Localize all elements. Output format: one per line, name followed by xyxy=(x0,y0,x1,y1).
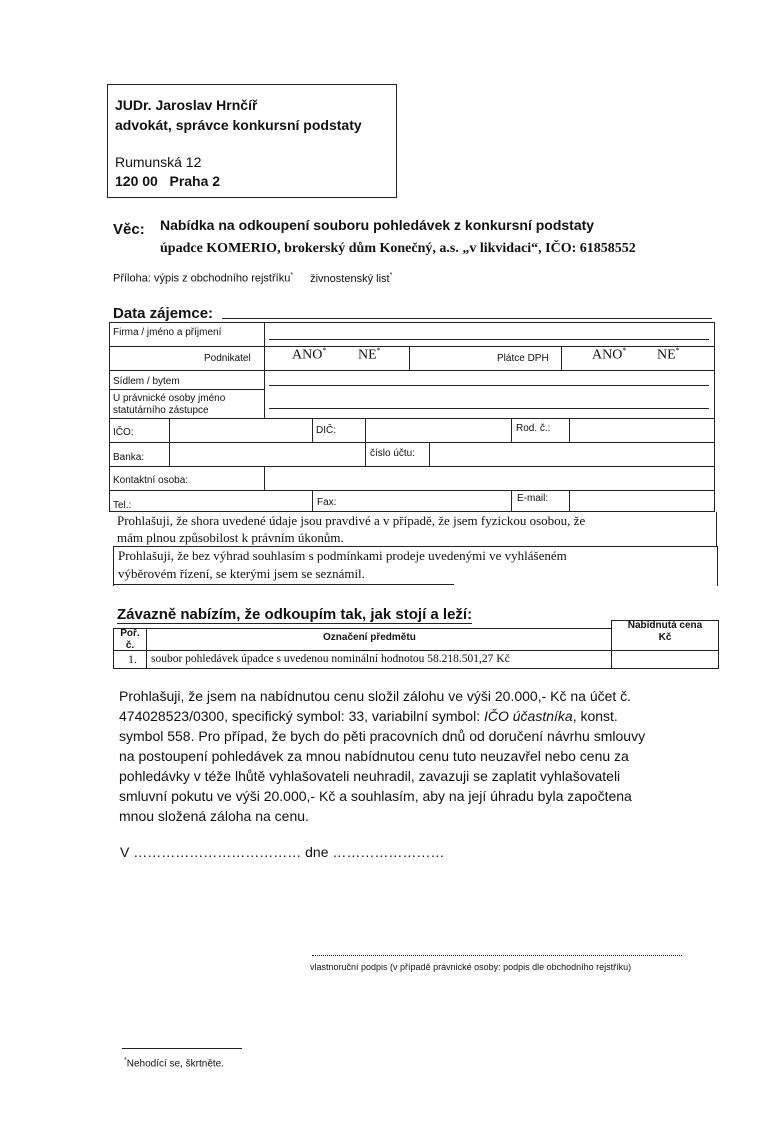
sidlo-field[interactable] xyxy=(269,385,709,386)
footnote-rule xyxy=(122,1048,242,1049)
statement-line3: symbol 558. Pro případ, že bych do pěti pracovních dnů od doručení návrhu smlouvy xyxy=(119,728,646,744)
cislo-uctu-label: číslo účtu: xyxy=(370,448,416,459)
row-divider-4 xyxy=(109,418,715,419)
offer-col2 xyxy=(611,620,612,668)
kontakt-divider xyxy=(264,466,265,490)
place-date-line xyxy=(120,844,444,860)
cislo-uctu-divider xyxy=(429,442,430,466)
statement-line1: Prohlašuji, že jsem na nabídnutou cenu složil zálohu ve výši 20.000,- Kč na účet č. xyxy=(119,688,632,704)
banka-label: Banka: xyxy=(113,452,145,463)
tel-label: Tel.: xyxy=(113,500,132,511)
platce-label: Plátce DPH xyxy=(497,353,549,364)
attachment-label: Příloha: výpis z obchodního rejstříku* živnostenský list* xyxy=(113,272,393,285)
declaration-1 xyxy=(113,512,717,547)
signature-line[interactable] xyxy=(312,955,682,956)
place-field[interactable]: ……………………………… xyxy=(133,844,302,860)
date-field[interactable]: …………………… xyxy=(332,844,445,860)
offer-heading: Závazně nabízím, že odkoupím tak, jak stojí a leží: xyxy=(117,606,473,623)
platce-ne[interactable]: NE* xyxy=(657,346,680,363)
rodc-label: Rod. č.: xyxy=(516,423,551,434)
decl2-line2: výběrovém řízení, se kterými jsem se seznámil. xyxy=(118,566,365,581)
heading-rule xyxy=(222,318,712,319)
decl1-line2: mám plnou způsobilost k právním úkonům. xyxy=(117,530,344,545)
fax-label: Fax: xyxy=(317,497,337,508)
firma-field[interactable] xyxy=(269,326,709,340)
statement-line2: 474028523/0300, specifický symbol: 33, variabilní symbol: IČO účastníka, konst. xyxy=(119,708,618,724)
fax-end xyxy=(511,490,512,512)
row-item-text: soubor pohledávek úpadce s uvedenou nominální hodnotou 58.218.501,27 Kč xyxy=(151,653,510,665)
email-label: E-mail: xyxy=(517,493,549,504)
offer-header-bottom xyxy=(113,650,719,651)
offer-top xyxy=(113,628,611,629)
sender-city: 120 00 Praha 2 xyxy=(115,173,221,189)
row-divider-2 xyxy=(109,370,715,371)
col-por-header: Poř. č. xyxy=(120,628,140,651)
col-cena-header: Nabídnutá cena Kč xyxy=(627,620,703,643)
tel-end xyxy=(312,490,313,512)
subject-title: Nabídka na odkoupení souboru pohledávek z konkursní podstaty xyxy=(160,217,595,233)
statement-line6: smluvní pokutu ve výši 20.000,- Kč a souhlasím, aby na její úhradu byla započtena xyxy=(119,788,632,804)
banka-end xyxy=(365,442,366,466)
row-divider-5 xyxy=(109,442,715,443)
podnikatel-divider xyxy=(409,346,410,370)
signature-caption: vlastnoruční podpis (v případě právnické osoby: podpis dle obchodního rejstříku) xyxy=(310,962,632,972)
pravnicka-label: U právnické osoby jméno statutárního zástupce xyxy=(113,393,226,416)
decl2-line1: Prohlašuji, že bez výhrad souhlasím s podmínkami prodeje uvedenými ve vyhlášeném xyxy=(118,548,567,563)
dic-label: DIČ: xyxy=(316,425,336,436)
applicant-form xyxy=(109,322,715,512)
offer-table xyxy=(113,620,719,670)
sidlo-divider xyxy=(264,370,265,418)
statement-line4: na postoupení pohledávek za mnou nabídnutou cenu tuto neuzavřel nebo cenu za xyxy=(119,748,629,764)
declaration-2 xyxy=(113,546,718,586)
row-num: 1. xyxy=(128,652,137,666)
sender-street: Rumunská 12 xyxy=(115,154,202,170)
statement-line5: pohledávky v téže lhůtě vyhlašovateli neuhradil, zavazuji se zaplatit vyhlašovateli xyxy=(119,768,621,784)
email-divider xyxy=(569,490,570,512)
sender-box xyxy=(107,84,397,198)
pravnicka-field[interactable] xyxy=(269,408,709,409)
row-divider-6 xyxy=(109,466,715,467)
row-divider-7 xyxy=(109,490,715,491)
sidlo-label: Sídlem / bytem xyxy=(113,376,180,387)
banka-divider xyxy=(169,442,170,466)
dic-divider xyxy=(365,418,366,442)
form-heading: Data zájemce: xyxy=(113,305,214,322)
statement-line7: mnou složená záloha na cenu. xyxy=(119,808,309,824)
sender-role: advokát, správce konkursní podstaty xyxy=(115,117,362,133)
row-divider-3 xyxy=(109,389,264,390)
offer-bottom xyxy=(113,668,719,669)
v-label: V xyxy=(120,844,130,860)
podnikatel-ano[interactable]: ANO* xyxy=(292,346,327,363)
offer-right xyxy=(718,620,719,668)
podnikatel-label: Podnikatel xyxy=(204,353,251,364)
decl1-line1: Prohlašuji, že shora uvedené údaje jsou pravdivé a v případě, že jsem fyzickou osobou, že xyxy=(117,513,586,528)
firma-label: Firma / jméno a příjmení xyxy=(113,327,222,338)
podnikatel-ne[interactable]: NE* xyxy=(358,346,381,363)
ico-end xyxy=(312,418,313,442)
offer-left xyxy=(113,628,114,668)
offer-col1 xyxy=(146,628,147,668)
platce-divider xyxy=(561,346,562,370)
subject-label: Věc: xyxy=(113,221,145,238)
ico-label: IČO: xyxy=(113,427,134,438)
col-predmet-header: Označení předmětu xyxy=(323,632,416,643)
footnote: *Nehodící se, škrtněte. xyxy=(124,1057,225,1070)
subject-debtor: úpadce KOMERIO, brokerský dům Konečný, a.s. „v likvidaci“, IČO: 61858552 xyxy=(160,241,636,256)
dne-label: dne xyxy=(305,844,329,860)
form-right-border xyxy=(714,322,715,512)
dic-end xyxy=(511,418,512,442)
platce-ano[interactable]: ANO* xyxy=(592,346,627,363)
kontakt-label: Kontaktní osoba: xyxy=(113,475,189,486)
decl2-rule xyxy=(114,584,454,585)
rodc-divider xyxy=(569,418,570,442)
sender-name: JUDr. Jaroslav Hrnčíř xyxy=(115,97,258,113)
ico-divider xyxy=(169,418,170,442)
